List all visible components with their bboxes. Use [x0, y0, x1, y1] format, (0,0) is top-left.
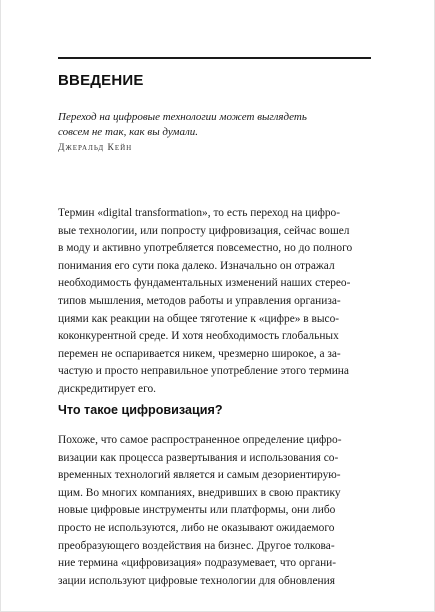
text-line: ние термина «цифровизация» подразумевает, что органи- [58, 557, 337, 570]
epigraph-author: Джеральд Кейн [58, 143, 133, 153]
text-line: зации используют цифровые технологии для обновления [58, 574, 335, 587]
body-paragraph-1 [58, 205, 374, 399]
epigraph-quote [58, 110, 378, 140]
text-line: новые цифровые инструменты или платформы, они либо [58, 504, 336, 517]
text-line: Термин «digital transformation», то есть переход на цифро- [58, 207, 341, 219]
text-line: перемен не оспаривается никем, чрезмерно широкое, а за- [58, 347, 341, 360]
text-line: просто не используются, либо не оказывают ожидаемого [58, 521, 335, 534]
text-line: в моду и активно употребляется повсеместно, но до полного [58, 242, 353, 255]
text-line: типов мышления, методов работы и управления организа- [58, 294, 341, 307]
text-line: необходимость фундаментальных изменений наших стерео- [58, 277, 351, 290]
text-line: преобразующего воздействия на бизнес. Другое толкова- [58, 539, 335, 552]
epigraph-line: Переход на цифровые технологии может выглядеть [58, 111, 307, 123]
text-line: циями как реакции на общее тяготение к «цифре» в высо- [58, 312, 340, 325]
text-line: частую и просто неправильное употребление этого термина [58, 365, 349, 378]
section-heading: Что такое цифровизация? [58, 403, 223, 417]
text-line: визации как процесса развертывания и использования со- [58, 451, 339, 464]
text-line: Похоже, что самое распространенное определение цифро- [58, 434, 342, 446]
text-line: коконкурентной среде. И хотя необходимость глобальных [58, 330, 339, 343]
epigraph-line: совсем не так, как вы думали. [58, 126, 199, 138]
top-rule [58, 57, 371, 59]
text-line: вые технологии, или попросту цифровизация, сейчас вошел [58, 224, 350, 237]
text-line: понимания его сути пока далеко. Изначально он отражал [58, 259, 335, 272]
chapter-title: ВВЕДЕНИЕ [58, 72, 144, 89]
text-line: временных технологий является и самым дезориентирую- [58, 469, 341, 482]
body-paragraph-2 [58, 432, 374, 590]
text-line: щим. Во многих компаниях, внедривших в свою практику [58, 486, 341, 499]
text-line: дискредитирует его. [58, 382, 157, 395]
